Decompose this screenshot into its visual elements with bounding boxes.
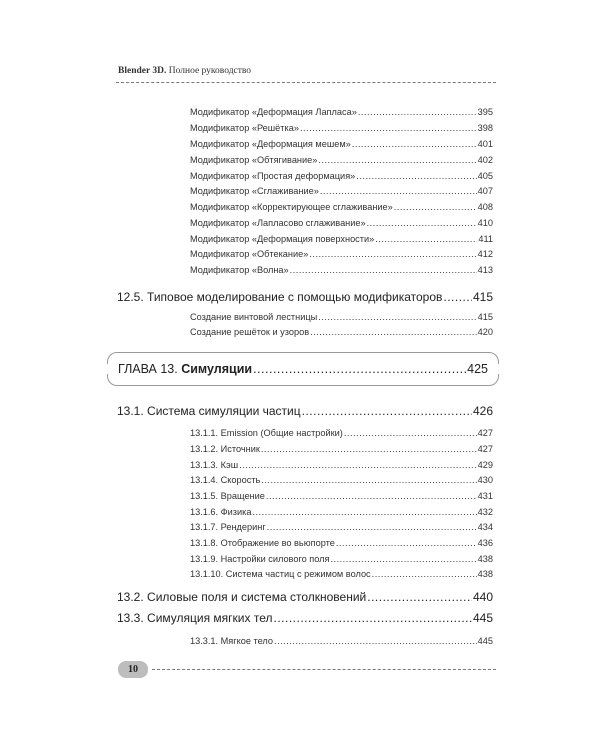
header-title-bold: Blender 3D. <box>118 66 167 76</box>
toc-entry-title: 13.1.3. Кэш <box>190 460 239 470</box>
leader-dots <box>310 327 477 337</box>
toc-entry-title: 13.1.8. Отображение во вьюпорте <box>190 538 335 548</box>
leader-dots <box>300 123 477 133</box>
toc-entry-page: 438 <box>477 569 493 579</box>
toc-entry-page: 430 <box>477 475 493 485</box>
toc-entry-title: Модификатор «Лапласово сглаживание» <box>190 218 366 228</box>
header-title-rest: Полное руководство <box>166 66 252 76</box>
leader-dots <box>443 290 472 304</box>
toc-section-title: 12.5. Типовое моделирование с помощью модификаторов <box>117 290 443 304</box>
leader-dots <box>367 218 477 228</box>
toc-section-13-1[interactable] <box>117 404 493 418</box>
leader-dots <box>356 171 476 181</box>
running-header <box>118 66 251 76</box>
chapter-13-heading <box>118 362 488 376</box>
leader-dots <box>336 538 477 548</box>
leader-dots <box>372 569 477 579</box>
leader-dots <box>290 265 477 275</box>
toc-entry-title: 13.1.7. Рендеринг <box>190 522 266 532</box>
toc-entry-title: Модификатор «Простая деформация» <box>190 171 356 181</box>
toc-entry-page: 410 <box>477 218 493 228</box>
toc-entry-page: 412 <box>477 249 493 259</box>
page-number-badge <box>118 661 148 678</box>
toc-entry-title: Модификатор «Деформация мешем» <box>190 139 351 149</box>
toc-entry-title: 13.1.1. Emission (Общие настройки) <box>190 428 343 438</box>
toc-entry-page: 432 <box>477 507 493 517</box>
toc-entry[interactable] <box>190 218 493 228</box>
toc-entry-title: Создание винтовой лестницы <box>190 312 318 322</box>
leader-dots <box>261 444 477 454</box>
toc-section-13-3[interactable] <box>117 611 493 625</box>
toc-entry-title: Создание решёток и узоров <box>190 327 310 337</box>
toc-entry-page: 420 <box>477 327 493 337</box>
toc-entry-title: 13.1.10. Система частиц с режимом волос <box>190 569 371 579</box>
toc-entry[interactable] <box>190 312 493 322</box>
leader-dots <box>302 404 472 418</box>
toc-entry-page: 407 <box>477 186 493 196</box>
toc-section-page: 440 <box>472 590 493 604</box>
toc-section-13-2[interactable] <box>117 590 493 604</box>
toc-entry-title: Модификатор «Сглаживание» <box>190 186 319 196</box>
toc-entry-page: 427 <box>477 428 493 438</box>
toc-entry[interactable] <box>190 123 493 133</box>
toc-entry[interactable] <box>190 428 493 438</box>
toc-entry-title: Модификатор «Волна» <box>190 265 289 275</box>
toc-entry-page: 398 <box>477 123 493 133</box>
toc-entry[interactable] <box>190 554 493 564</box>
header-rule <box>116 82 496 83</box>
toc-entry[interactable] <box>190 507 493 517</box>
toc-entry[interactable] <box>190 460 493 470</box>
toc-entry-page: 413 <box>477 265 493 275</box>
chapter-13-frame[interactable] <box>107 352 499 386</box>
toc-entry-page: 445 <box>477 636 493 646</box>
toc-entry-title: Модификатор «Решётка» <box>190 123 299 133</box>
leader-dots <box>318 155 476 165</box>
toc-entry[interactable] <box>190 444 493 454</box>
toc-entry-title: Модификатор «Обтягивание» <box>190 155 318 165</box>
toc-entry-page: 395 <box>477 107 493 117</box>
leader-dots <box>267 522 477 532</box>
toc-section-12-5[interactable] <box>117 290 493 304</box>
leader-dots <box>358 107 477 117</box>
toc-section-page: 445 <box>472 611 493 625</box>
toc-entry-title: Модификатор «Деформация Лапласа» <box>190 107 357 117</box>
leader-dots <box>367 590 472 604</box>
toc-entry-page: 429 <box>477 460 493 470</box>
toc-entry-page: 438 <box>477 554 493 564</box>
toc-entry[interactable] <box>190 636 493 646</box>
toc-entry[interactable] <box>190 202 493 212</box>
toc-entry[interactable] <box>190 265 493 275</box>
toc-entry-title: 13.3.1. Мягкое тело <box>190 636 274 646</box>
toc-entry[interactable] <box>190 475 493 485</box>
leader-dots <box>273 611 471 625</box>
toc-entry-title: 13.1.5. Вращение <box>190 491 265 501</box>
toc-entry[interactable] <box>190 522 493 532</box>
toc-entry-title: Модификатор «Корректирующее сглаживание» <box>190 202 393 212</box>
toc-entry-title: Модификатор «Обтекание» <box>190 249 309 259</box>
toc-entry-title: Модификатор «Деформация поверхности» <box>190 234 375 244</box>
toc-entry-page: 408 <box>477 202 493 212</box>
chapter-page: 425 <box>467 362 488 376</box>
toc-entry[interactable] <box>190 249 493 259</box>
leader-dots <box>352 139 477 149</box>
toc-entry-page: 427 <box>477 444 493 454</box>
toc-entry-page: 411 <box>478 234 493 244</box>
toc-entry-title: 13.1.2. Источник <box>190 444 260 454</box>
toc-entry-page: 405 <box>477 171 493 181</box>
toc-entry[interactable] <box>190 186 493 196</box>
toc-entry-title: 13.1.6. Физика <box>190 507 252 517</box>
footer-rule <box>152 669 496 670</box>
toc-entry[interactable] <box>190 327 493 337</box>
toc-entry-page: 434 <box>477 522 493 532</box>
leader-dots <box>252 507 476 517</box>
leader-dots <box>394 202 477 212</box>
chapter-title: Симуляции <box>181 362 253 376</box>
toc-entry-page: 402 <box>477 155 493 165</box>
leader-dots <box>320 186 477 196</box>
leader-dots <box>239 460 477 470</box>
toc-entry-title: 13.1.4. Скорость <box>190 475 261 485</box>
toc-section-page: 415 <box>472 290 493 304</box>
leader-dots <box>330 554 476 564</box>
leader-dots <box>318 312 476 322</box>
toc-section-title: 13.1. Система симуляции частиц <box>117 404 301 418</box>
leader-dots <box>309 249 476 259</box>
chapter-prefix: ГЛАВА 13. <box>118 362 182 376</box>
page-number: 10 <box>128 664 138 675</box>
frame-notch-left <box>106 364 110 374</box>
toc-entry-title: 13.1.9. Настройки силового поля <box>190 554 330 564</box>
leader-dots <box>274 636 477 646</box>
toc-entry-page: 415 <box>477 312 493 322</box>
toc-entry-page: 431 <box>477 491 493 501</box>
toc-section-title: 13.2. Силовые поля и система столкновений <box>117 590 367 604</box>
frame-notch-right <box>496 364 500 374</box>
toc-entry-page: 436 <box>477 538 493 548</box>
toc-entry[interactable] <box>190 139 493 149</box>
toc-entry[interactable] <box>190 538 493 548</box>
leader-dots <box>375 234 477 244</box>
leader-dots <box>344 428 477 438</box>
toc-entry[interactable] <box>190 234 493 244</box>
toc-entry[interactable] <box>190 155 493 165</box>
toc-section-page: 426 <box>472 404 493 418</box>
leader-dots <box>261 475 476 485</box>
toc-section-title: 13.3. Симуляция мягких тел <box>117 611 273 625</box>
toc-entry[interactable] <box>190 569 493 579</box>
toc-entry[interactable] <box>190 491 493 501</box>
toc-entry-page: 401 <box>477 139 493 149</box>
toc-entry[interactable] <box>190 171 493 181</box>
leader-dots <box>253 362 466 376</box>
toc-entry[interactable] <box>190 107 493 117</box>
leader-dots <box>266 491 477 501</box>
